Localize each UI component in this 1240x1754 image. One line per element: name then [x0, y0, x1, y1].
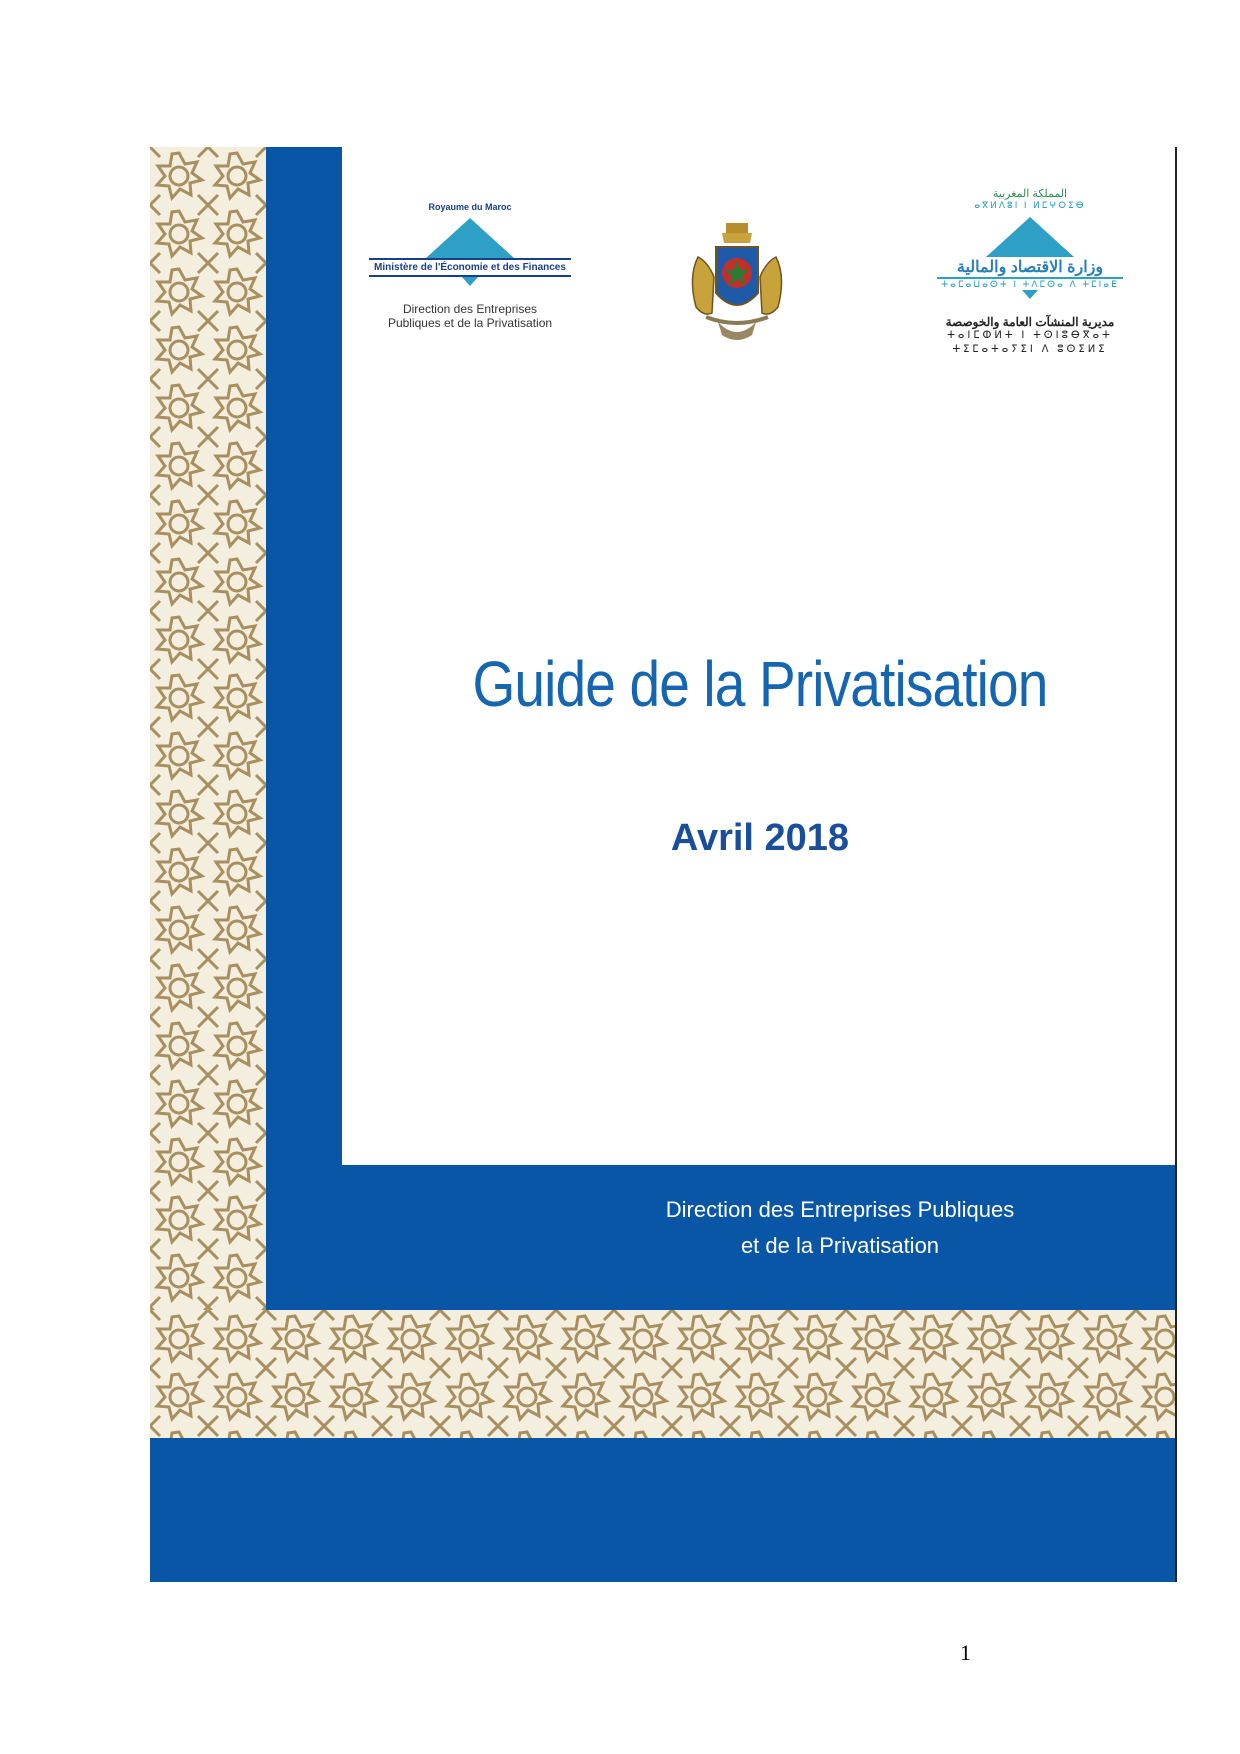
page-number: 1: [960, 1640, 971, 1665]
footer-direction: [580, 1192, 1100, 1264]
ministry-label: Ministère de l'Économie et des Finances: [369, 258, 571, 277]
moroccan-pattern-border-bottom: [150, 1310, 1177, 1438]
blue-bottom-band: [150, 1438, 1177, 1582]
moroccan-pattern-border-left: [150, 147, 266, 1434]
cover-page: [150, 147, 1177, 1582]
arabic-direction-label: مديرية المنشآت العامة والخوصصة: [945, 315, 1115, 329]
ministry-logo: [365, 202, 575, 330]
arabic-ministry-label: وزارة الاقتصاد والمالية: [937, 257, 1123, 279]
triangle-logo-icon: [426, 218, 514, 258]
footer-line-1: Direction des Entreprises Publiques: [665, 1197, 1015, 1222]
kingdom-label: Royaume du Maroc: [428, 202, 512, 212]
arabic-ministry-logo: [925, 187, 1135, 357]
blue-vertical-band: [266, 147, 342, 1310]
arabic-kingdom-label: المملكة المغربية: [992, 188, 1068, 200]
direction-line-2: Publiques et de la Privatisation: [387, 316, 553, 330]
small-triangle-icon: [462, 277, 478, 286]
direction-line-1: Direction des Entreprises: [402, 302, 538, 316]
tifinagh-direction-line-2: ⵜⵉⵎⴰⵜⴰⵢⵉⵏ ⴷ ⵓⵙⵉⵍⵉ: [952, 344, 1108, 355]
footer-line-2: et de la Privatisation: [740, 1233, 940, 1258]
tifinagh-direction-line-1: ⵜⴰⵏⵎⵀⵍⵜ ⵏ ⵜⵙⵏⵓⴱⴳⴰⵜ: [947, 330, 1113, 341]
document-title: Guide de la Privatisation: [472, 648, 1048, 720]
triangle-logo-icon-right: [986, 217, 1074, 257]
direction-label: [365, 302, 575, 330]
moroccan-coat-of-arms-icon: [678, 217, 796, 347]
tifinagh-kingdom-label: ⴰⴳⵍⴷⵓⵏ ⵏ ⵍⵎⵖⵔⵉⴱ: [974, 200, 1086, 210]
document-date: Avril 2018: [670, 817, 850, 859]
tifinagh-ministry-label: ⵜⴰⵎⴰⵡⴰⵙⵜ ⵏ ⵜⴷⵎⵙⴰ ⴷ ⵜⵎⵏⴰⴹ: [941, 279, 1119, 289]
small-triangle-icon-right: [1022, 290, 1038, 299]
right-edge-rule: [1175, 147, 1177, 1582]
